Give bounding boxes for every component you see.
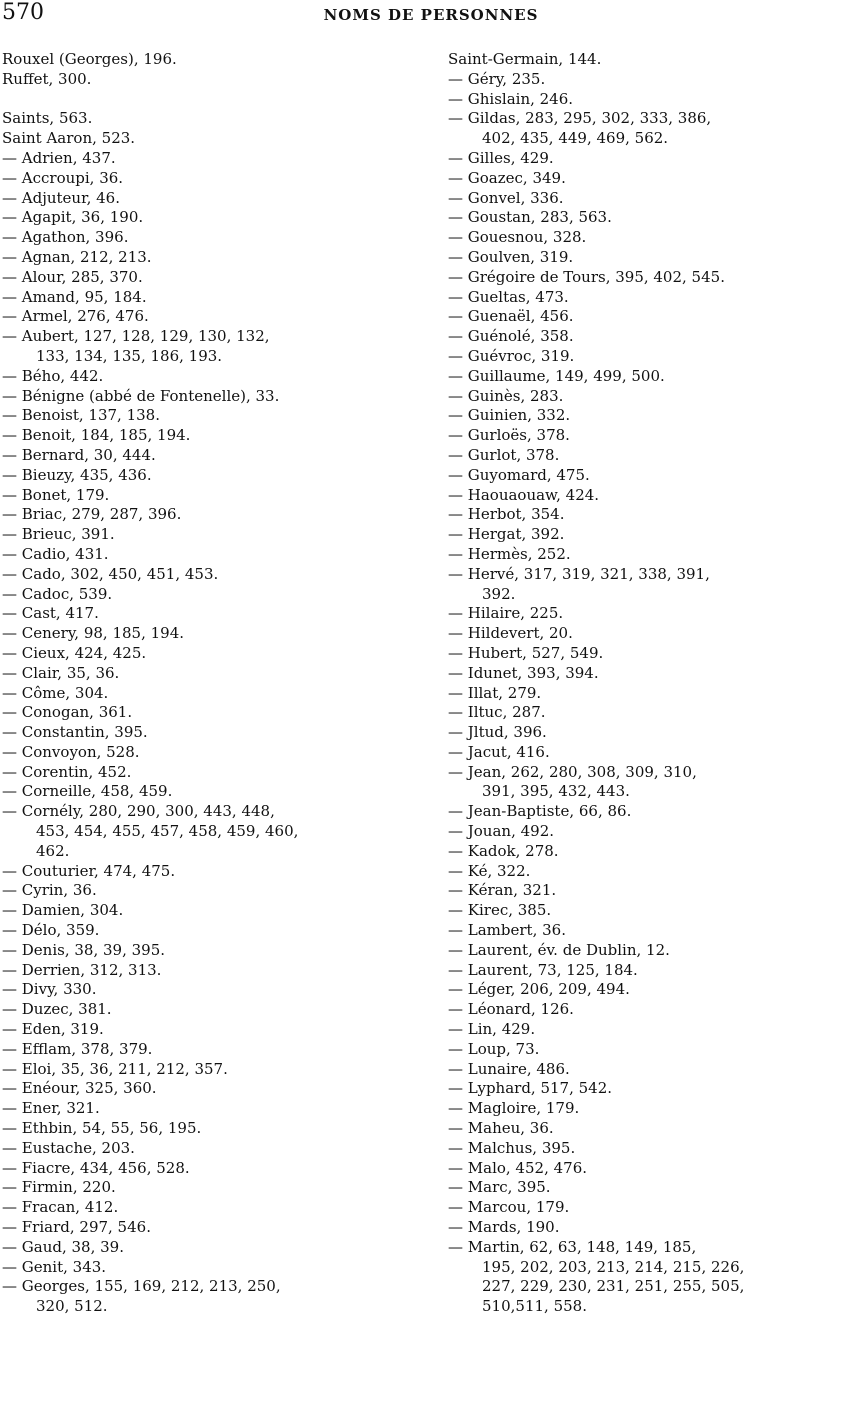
index-entry: Saint-Germain, 144. [448, 50, 602, 68]
index-entry: — Benoit, 184, 185, 194. [2, 426, 191, 445]
page-title: NOMS DE PERSONNES [323, 6, 539, 24]
index-entry: — Eustache, 203. [2, 1138, 135, 1157]
index-entry: — Brieuc, 391. [2, 525, 115, 544]
index-entry: — Convoyon, 528. [2, 742, 140, 761]
index-entry: 392. [482, 584, 516, 603]
index-entry: — Géry, 235. [448, 69, 546, 88]
index-entry: — Accroupi, 36. [2, 168, 124, 187]
index-entry: — Goazec, 349. [448, 168, 566, 187]
index-entry: — Hildevert, 20. [448, 624, 573, 643]
index-entry: — Illat, 279. [448, 683, 542, 702]
index-entry: — Adjuteur, 46. [2, 188, 120, 207]
index-entry: — Cast, 417. [2, 604, 99, 623]
index-entry: — Hergat, 392. [448, 525, 565, 544]
index-entry: — Guévroc, 319. [448, 346, 575, 365]
index-entry: — Mards, 190. [448, 1218, 560, 1237]
index-entry: — Denis, 38, 39, 395. [2, 940, 166, 959]
index-entry: — Clair, 35, 36. [2, 663, 120, 682]
index-entry: — Armel, 276, 476. [2, 307, 149, 326]
index-entry: — Bého, 442. [2, 366, 104, 385]
index-entry: 402, 435, 449, 469, 562. [482, 129, 669, 148]
index-entry: — Guinès, 283. [448, 386, 564, 405]
index-entry: — Cado, 302, 450, 451, 453. [2, 564, 219, 583]
index-entry: — Firmin, 220. [2, 1178, 116, 1197]
index-entry: — Grégoire de Tours, 395, 402, 545. [448, 267, 725, 286]
index-entry: — Jouan, 492. [448, 822, 555, 841]
index-entry: — Lambert, 36. [448, 921, 566, 940]
blank-line [2, 90, 422, 110]
index-entry: — Efflam, 378, 379. [2, 1039, 153, 1058]
index-entry: — Guenaël, 456. [448, 307, 574, 326]
index-entry: — Hubert, 527, 549. [448, 643, 604, 662]
index-entry: — Ghislain, 246. [448, 89, 574, 108]
right-column [448, 50, 862, 1317]
index-entry: — Cyrin, 36. [2, 881, 97, 900]
index-entry: — Malchus, 395. [448, 1138, 576, 1157]
index-entry: — Cenery, 98, 185, 194. [2, 624, 185, 643]
index-entry: — Adrien, 437. [2, 148, 116, 167]
index-entry: — Iltuc, 287. [448, 703, 546, 722]
index-entry: — Gouesnou, 328. [448, 228, 587, 247]
index-entry: — Gonvel, 336. [448, 188, 564, 207]
index-entry: — Jacut, 416. [448, 742, 550, 761]
index-entry: — Maheu, 36. [448, 1119, 554, 1138]
index-entry: — Gurlot, 378. [448, 445, 560, 464]
index-entry: 462. [36, 841, 70, 860]
index-entry: 453, 454, 455, 457, 458, 459, 460, [36, 822, 299, 841]
index-entry: 227, 229, 230, 231, 251, 255, 505, [482, 1277, 745, 1296]
index-entry: — Corentin, 452. [2, 762, 132, 781]
index-entry: — Laurent, év. de Dublin, 12. [448, 940, 670, 959]
index-entry: Ruffet, 300. [2, 69, 92, 88]
page-header [0, 0, 862, 34]
index-entry: — Guyomard, 475. [448, 465, 590, 484]
index-entry: — Friard, 297, 546. [2, 1218, 151, 1237]
index-entry: — Côme, 304. [2, 683, 109, 702]
index-entry: — Lunaire, 486. [448, 1059, 570, 1078]
index-entry: — Kirec, 385. [448, 901, 552, 920]
index-entry: 510,511, 558. [482, 1297, 587, 1316]
index-entry: — Agapit, 36, 190. [2, 208, 144, 227]
index-entry: — Loup, 73. [448, 1039, 540, 1058]
index-entry: — Gueltas, 473. [448, 287, 569, 306]
index-entry: — Magloire, 179. [448, 1099, 580, 1118]
index-entry: — Guénolé, 358. [448, 327, 574, 346]
index-entry: — Conogan, 361. [2, 703, 133, 722]
index-entry: 133, 134, 135, 186, 193. [36, 346, 223, 365]
index-entry: — Goustan, 283, 563. [448, 208, 612, 227]
index-entry: — Herbot, 354. [448, 505, 565, 524]
index-entry: — Lin, 429. [448, 1020, 536, 1039]
left-column [2, 50, 422, 1317]
index-entry: — Léonard, 126. [448, 1000, 574, 1019]
index-entry: — Gildas, 283, 295, 302, 333, 386, [448, 109, 712, 128]
index-entry: — Hervé, 317, 319, 321, 338, 391, [448, 564, 710, 583]
index-entry: — Cadoc, 539. [2, 584, 113, 603]
index-entry: — Georges, 155, 169, 212, 213, 250, [2, 1277, 281, 1296]
index-entry: — Guillaume, 149, 499, 500. [448, 366, 665, 385]
index-entry: — Ethbin, 54, 55, 56, 195. [2, 1119, 202, 1138]
index-entry: — Gurloës, 378. [448, 426, 570, 445]
index-entry: — Aubert, 127, 128, 129, 130, 132, [2, 327, 270, 346]
index-entry: 195, 202, 203, 213, 214, 215, 226, [482, 1257, 745, 1276]
index-entry: — Haouaouaw, 424. [448, 485, 600, 504]
index-entry: — Marcou, 179. [448, 1198, 570, 1217]
index-entry: — Bénigne (abbé de Fontenelle), 33. [2, 386, 280, 405]
index-entry: — Benoist, 137, 138. [2, 406, 160, 425]
index-entry: — Léger, 206, 209, 494. [448, 980, 630, 999]
index-entry: — Cadio, 431. [2, 544, 109, 563]
index-entry: — Damien, 304. [2, 901, 124, 920]
index-entry: — Jean-Baptiste, 66, 86. [448, 802, 632, 821]
index-entry: — Cieux, 424, 425. [2, 643, 147, 662]
index-entry: 391, 395, 432, 443. [482, 782, 630, 801]
index-entry: — Duzec, 381. [2, 1000, 112, 1019]
index-entry: — Couturier, 474, 475. [2, 861, 176, 880]
index-entry: — Fiacre, 434, 456, 528. [2, 1158, 190, 1177]
index-entry: — Derrien, 312, 313. [2, 960, 162, 979]
index-entry: — Cornély, 280, 290, 300, 443, 448, [2, 802, 275, 821]
index-entry: — Ké, 322. [448, 861, 531, 880]
index-entry: — Eden, 319. [2, 1020, 104, 1039]
index-entry: — Eloi, 35, 36, 211, 212, 357. [2, 1059, 228, 1078]
index-entry: — Briac, 279, 287, 396. [2, 505, 182, 524]
index-entry: — Marc, 395. [448, 1178, 551, 1197]
index-entry: — Hilaire, 225. [448, 604, 564, 623]
index-entry: — Divy, 330. [2, 980, 97, 999]
index-entry: — Idunet, 393, 394. [448, 663, 599, 682]
index-entry: — Fracan, 412. [2, 1198, 119, 1217]
index-entry: — Constantin, 395. [2, 723, 148, 742]
index-entry: — Martin, 62, 63, 148, 149, 185, [448, 1237, 697, 1256]
index-entry: — Alour, 285, 370. [2, 267, 143, 286]
index-entry: — Agathon, 396. [2, 228, 129, 247]
index-entry: — Hermès, 252. [448, 544, 571, 563]
index-entry: — Gilles, 429. [448, 148, 554, 167]
index-entry: — Goulven, 319. [448, 247, 574, 266]
index-entry: — Laurent, 73, 125, 184. [448, 960, 638, 979]
index-entry: — Amand, 95, 184. [2, 287, 147, 306]
index-entry: — Gaud, 38, 39. [2, 1237, 124, 1256]
index-entry: Saint Aaron, 523. [2, 129, 136, 148]
page-number: 570 [2, 0, 44, 25]
index-entry: Rouxel (Georges), 196. [2, 50, 177, 68]
index-entry: — Guinien, 332. [448, 406, 571, 425]
index-entry: — Bieuzy, 435, 436. [2, 465, 152, 484]
index-entry: — Malo, 452, 476. [448, 1158, 587, 1177]
index-entry: — Agnan, 212, 213. [2, 247, 152, 266]
index-entry: — Bonet, 179. [2, 485, 110, 504]
index-entry: — Corneille, 458, 459. [2, 782, 173, 801]
index-entry: — Genit, 343. [2, 1257, 107, 1276]
index-entry: — Kéran, 321. [448, 881, 557, 900]
index-entry: — Kadok, 278. [448, 841, 559, 860]
index-entry: — Bernard, 30, 444. [2, 445, 156, 464]
index-entry: — Jean, 262, 280, 308, 309, 310, [448, 762, 697, 781]
index-entry: Saints, 563. [2, 109, 93, 128]
index-entry: — Lyphard, 517, 542. [448, 1079, 613, 1098]
index-entry: — Jltud, 396. [448, 723, 547, 742]
index-entry: — Enéour, 325, 360. [2, 1079, 157, 1098]
index-entry: — Délo, 359. [2, 921, 100, 940]
index-entry: 320, 512. [36, 1297, 108, 1316]
index-entry: — Ener, 321. [2, 1099, 100, 1118]
